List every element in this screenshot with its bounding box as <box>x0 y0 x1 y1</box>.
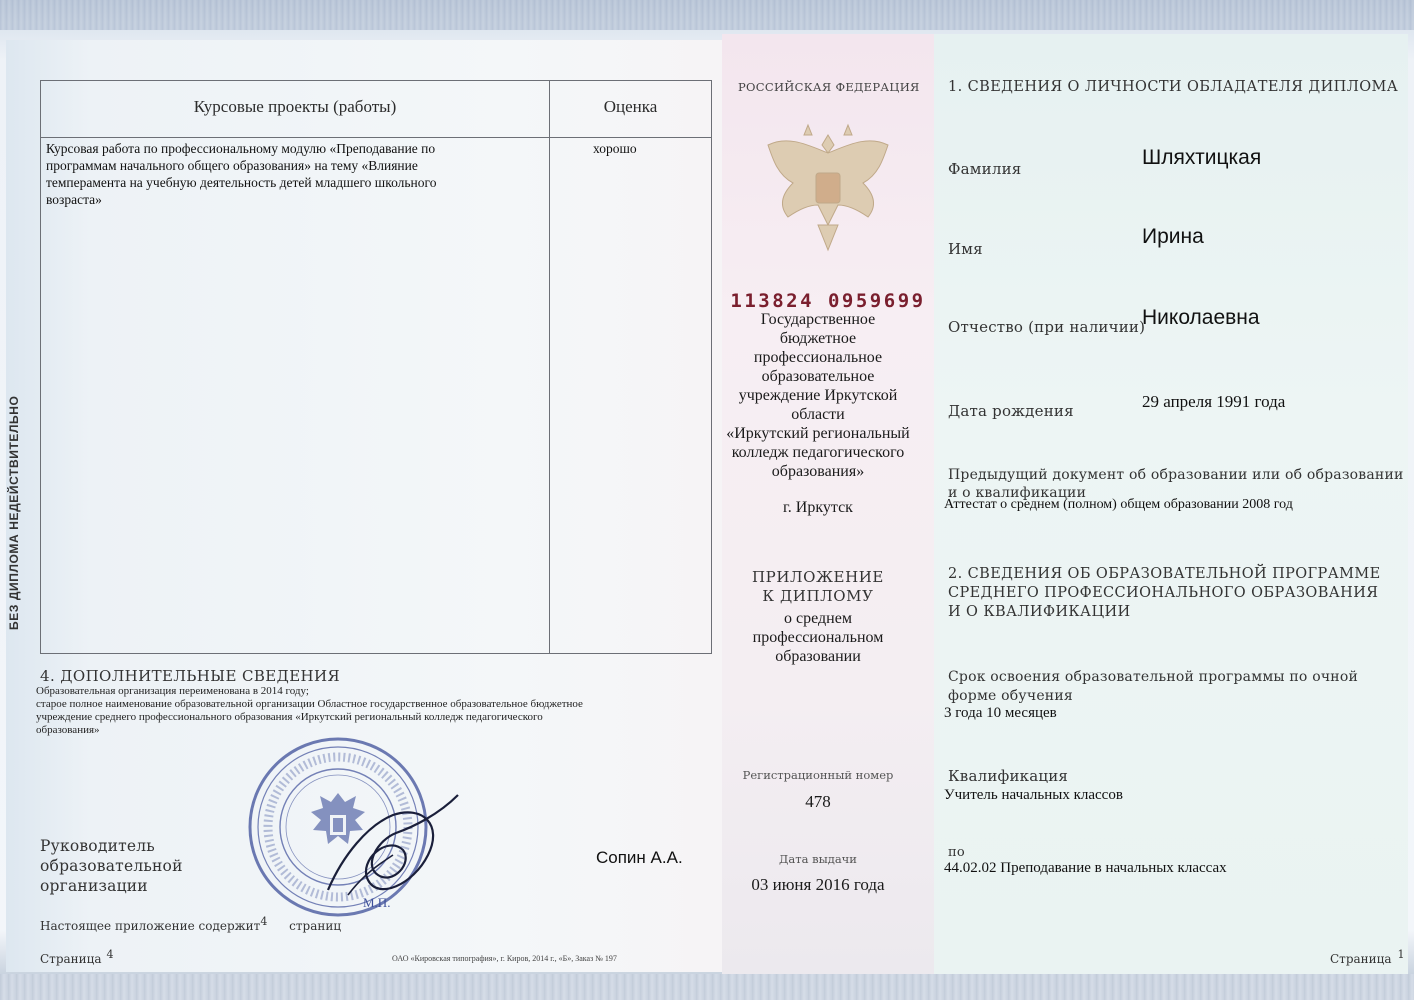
course-projects-table <box>40 80 712 654</box>
institution-line: области <box>791 406 845 423</box>
course-work-line: возраста» <box>46 192 102 207</box>
appendix-subtitle-line: образовании <box>775 648 861 665</box>
head-label <box>40 836 183 896</box>
appendix-subtitle <box>722 609 914 666</box>
printer-note: ОАО «Кировская типография», г. Киров, 2014 г., «Б», Заказ № 197 <box>392 954 617 963</box>
additional-info-title: 4. ДОПОЛНИТЕЛЬНЫЕ СВЕДЕНИЯ <box>40 667 341 685</box>
additional-line: старое полное наименование образовательной организации Областное государственное образовательное бюджетное <box>36 698 583 710</box>
right-page-number-line <box>1330 948 1405 966</box>
qualification-value: Учитель начальных классов <box>944 787 1123 803</box>
institution-line: Государственное <box>760 311 876 328</box>
bottom-edge-band <box>0 974 1414 1000</box>
column-divider <box>549 81 550 653</box>
course-work-grade: хорошо <box>593 141 637 156</box>
duration-label <box>948 668 1358 706</box>
pages-count-value: 4 <box>260 915 268 928</box>
stamp-eagle-icon <box>311 793 365 844</box>
course-work-line: темперамента на учебную деятельность детей младшего школьного <box>46 175 437 190</box>
prev-doc-value: Аттестат о среднем (полном) общем образовании 2008 год <box>944 497 1293 512</box>
pages-count-line <box>40 915 341 933</box>
prev-doc-label-line: и о квалификации <box>948 485 1087 501</box>
additional-line: Образовательная организация переименована в 2014 году; <box>36 685 309 697</box>
institution-line: профессиональное <box>753 349 883 366</box>
head-name: Сопин А.А. <box>596 848 683 867</box>
surname-value: Шляхтицкая <box>1142 146 1262 169</box>
institution-line: бюджетное <box>779 330 857 347</box>
birth-date-label: Дата рождения <box>948 402 1074 420</box>
course-work-line: Курсовая работа по профессиональному модулю «Преподавание по <box>46 141 436 156</box>
institution-line: «Иркутский региональный <box>726 425 910 442</box>
official-stamp <box>228 715 463 935</box>
pages-count-label: Настоящее приложение содержит <box>40 919 261 933</box>
institution-line: образовательное <box>761 368 875 385</box>
pages-count-suffix: страниц <box>289 919 342 933</box>
patronymic-label: Отчество (при наличии) <box>948 318 1146 336</box>
issue-date: 03 июня 2016 года <box>751 875 885 894</box>
section2-title-line: 2. СВЕДЕНИЯ ОБ ОБРАЗОВАТЕЛЬНОЙ ПРОГРАММЕ <box>948 566 1381 582</box>
additional-line: образования» <box>36 724 100 736</box>
top-edge-band <box>0 0 1414 30</box>
head-label-line: образовательной <box>40 857 183 875</box>
header-grade: Оценка <box>603 97 658 116</box>
registration-label: Регистрационный номер <box>742 768 894 782</box>
specialty-prefix: по <box>948 845 965 860</box>
birth-date-value: 29 апреля 1991 года <box>1142 392 1286 411</box>
institution-name <box>722 310 914 481</box>
serial-number: 113824 0959699 <box>730 290 926 312</box>
right-page-number: 1 <box>1397 948 1405 961</box>
left-page-label: Страница <box>40 952 102 966</box>
appendix-title-line: К ДИПЛОМУ <box>762 587 874 605</box>
section2-title-line: СРЕДНЕГО ПРОФЕССИОНАЛЬНОГО ОБРАЗОВАНИЯ <box>948 585 1379 601</box>
vertical-warning-text: БЕЗ ДИПЛОМА НЕДЕЙСТВИТЕЛЬНО <box>7 395 21 630</box>
right-page-label: Страница <box>1330 952 1392 966</box>
section1-title: 1. СВЕДЕНИЯ О ЛИЧНОСТИ ОБЛАДАТЕЛЯ ДИПЛОМА <box>948 79 1399 95</box>
prev-doc-label-line: Предыдущий документ об образовании или об образовании <box>948 467 1404 483</box>
institution-line: колледж педагогического <box>731 444 905 461</box>
surname-label: Фамилия <box>948 160 1022 178</box>
appendix-title-line: ПРИЛОЖЕНИЕ <box>752 568 884 586</box>
specialty-value: 44.02.02 Преподавание в начальных классах <box>944 860 1227 876</box>
name-value: Ирина <box>1142 225 1204 248</box>
appendix-title <box>722 568 914 606</box>
head-label-line: организации <box>40 877 148 895</box>
duration-label-line: форме обучения <box>948 688 1073 704</box>
issue-date-label: Дата выдачи <box>779 852 857 866</box>
table-row <box>46 140 546 208</box>
patronymic-value: Николаевна <box>1142 306 1260 329</box>
header-course-projects: Курсовые проекты (работы) <box>193 97 397 116</box>
institution-line: учреждение Иркутской <box>738 387 898 404</box>
duration-label-line: Срок освоения образовательной программы по очной <box>948 669 1358 685</box>
appendix-subtitle-line: профессиональном <box>752 629 884 646</box>
left-page-number-line <box>40 948 114 966</box>
coat-of-arms-icon <box>748 105 908 265</box>
qualification-label: Квалификация <box>948 767 1069 785</box>
country-title: РОССИЙСКАЯ ФЕДЕРАЦИЯ <box>738 80 920 94</box>
course-work-line: программам начального общего образования» на тему «Влияние <box>46 158 418 173</box>
section2-title <box>948 565 1381 622</box>
additional-line: учреждение среднего профессионального образования «Иркутский региональный колледж педагогического <box>36 711 543 723</box>
left-page-number: 4 <box>106 948 114 961</box>
appendix-subtitle-line: о среднем <box>784 610 852 627</box>
section2-title-line: И О КВАЛИФИКАЦИИ <box>948 604 1131 620</box>
name-label: Имя <box>948 240 983 258</box>
head-label-line: Руководитель <box>40 837 155 855</box>
registration-number: 478 <box>805 792 831 811</box>
institution-line: образования» <box>771 463 865 480</box>
city: г. Иркутск <box>783 499 853 516</box>
duration-value: 3 года 10 месяцев <box>944 705 1057 721</box>
stamp-mp: М.П. <box>363 895 391 910</box>
